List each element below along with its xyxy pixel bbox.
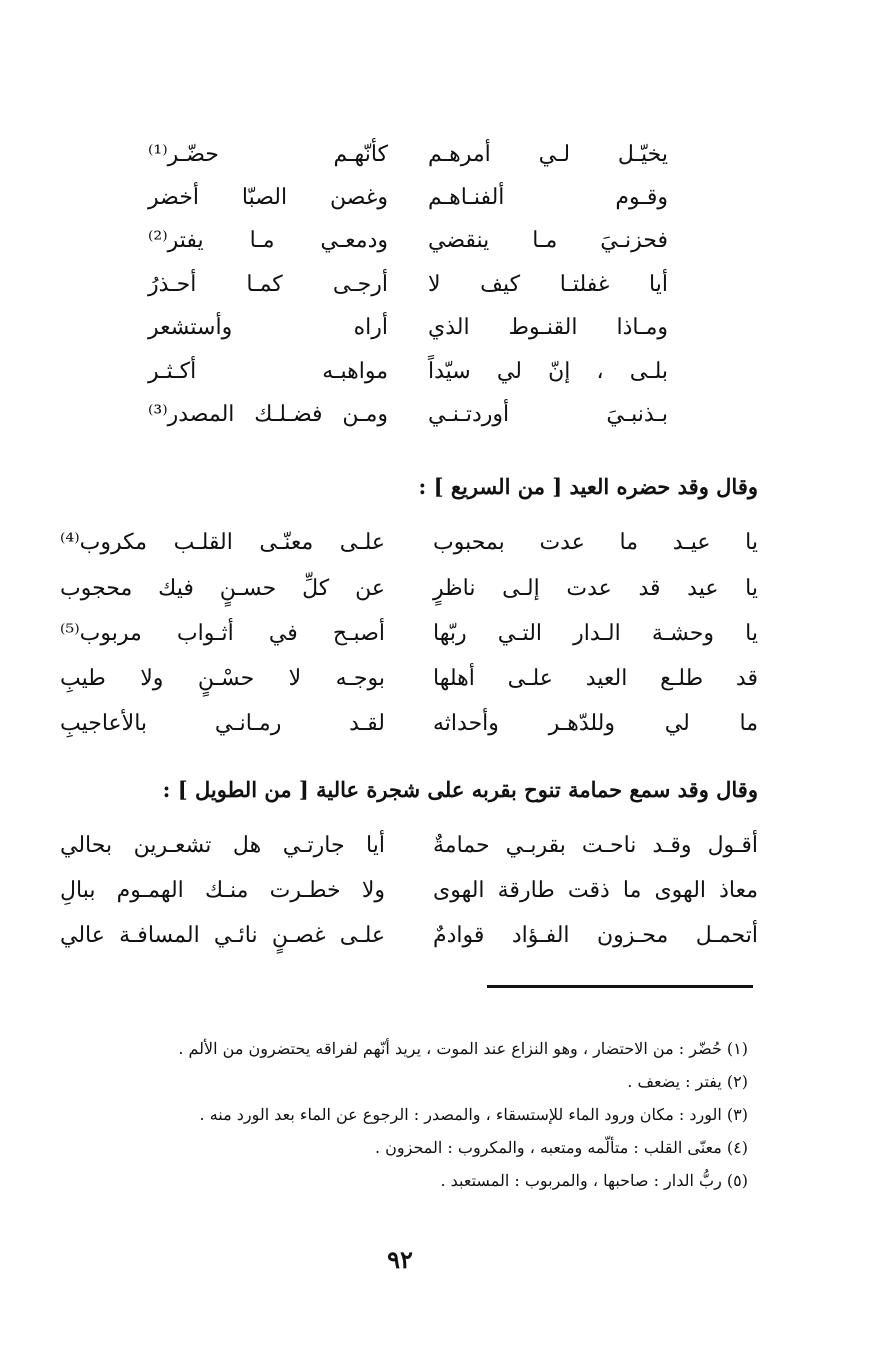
poem-3-verse-1-first: أقـول وقـد ناحـت بقربـي حمامةٌ — [433, 833, 758, 858]
poem-3-verse-2-second: ولا خطـرت منـك الهمـوم ببالِ — [60, 878, 385, 903]
poem-2-verse-4-first: قد طلـع العيد علـى أهلها — [433, 666, 758, 691]
footnote-3: (٣) الورد : مكان ورود الماء للإستسقاء ، والمصدر : الرجوع عن الماء بعد الورد منه . — [199, 1105, 748, 1124]
poem-3-verse-1-second: أيا جارتـي هل تشعـرين بحالي — [60, 833, 385, 858]
poem-1-verse-2-second: وغصن الصبّا أخضر — [148, 185, 388, 210]
poem-1-verse-3-second: ودمعـي مـا يفتر⁽²⁾ — [148, 228, 388, 253]
poem-2-verse-5-second: لقـد رمـانـي بالأعاجيبِ — [60, 711, 385, 736]
poem-1-verse-2-first: وقـوم ألفنـاهـم — [428, 185, 668, 210]
poem-2-verse-3-first: يا وحشـة الـدار التـي ربّها — [433, 621, 758, 646]
poem-1-verse-1-first: يخيّـل لـي أمرهـم — [428, 142, 668, 167]
footnote-2: (٢) يفتر : يضعف . — [627, 1072, 748, 1091]
footnote-4: (٤) معنّى القلب : متألّمه ومتعبه ، والمكروب : المحزون . — [374, 1138, 748, 1157]
poem-2-verse-1-second: علـى معنّـى القلـب مكروب⁽⁴⁾ — [60, 530, 385, 555]
poem-2-verse-2-first: يا عيد قد عدت إلـى ناظرٍ — [433, 576, 758, 601]
poem-3-verse-3-second: علـى غصـنٍ نائـي المسافـة عالي — [60, 923, 385, 948]
poem-3-verse-2-first: معاذ الهوى ما ذقت طارقة الهوى — [433, 878, 758, 903]
poem-2-verse-1-first: يا عيـد ما عدت بمحبوب — [433, 530, 758, 555]
page-number: ٩٢ — [387, 1245, 413, 1274]
poem-1-verse-5-first: ومـاذا القنـوط الذي — [428, 315, 668, 340]
footnote-1: (١) حُضّر : من الاحتضار ، وهو النزاع عند الموت ، يريد أنّهم لفراقه يحتضرون من الألم . — [178, 1039, 748, 1058]
poem-2-verse-5-first: ما لي وللدّهـر وأحداثه — [433, 711, 758, 736]
poem-1-verse-5-second: أراه وأستشعر — [148, 315, 388, 340]
section-heading-eid: وقال وقد حضره العيد [ من السريع ] : — [418, 474, 758, 499]
poem-1-verse-7-first: بـذنبـيَ أوردتـنـي — [428, 402, 668, 427]
poem-2-verse-4-second: بوجـه لا حسْـنٍ ولا طيبِ — [60, 666, 385, 691]
poem-3-verse-3-first: أتحمـل محـزون الفـؤاد قوادمٌ — [433, 923, 758, 948]
poem-1-verse-6-first: بلـى ، إنّ لي سيّداً — [428, 359, 668, 384]
poem-1-verse-4-first: أيا غفلتـا كيف لا — [428, 272, 668, 297]
poem-2-verse-3-second: أصبـح في أثـواب مربوب⁽⁵⁾ — [60, 621, 385, 646]
poem-1-verse-6-second: مواهبـه أكـثـر — [148, 359, 388, 384]
footnote-5: (٥) ربُّ الدار : صاحبها ، والمربوب : المستعبد . — [440, 1171, 748, 1190]
poem-1-verse-3-first: فحزنـيَ مـا ينقضي — [428, 228, 668, 253]
footnote-separator — [487, 985, 753, 988]
poem-1-verse-7-second: ومـن فضـلـك المصدر⁽³⁾ — [148, 402, 388, 427]
section-heading-dove: وقال وقد سمع حمامة تنوح بقربه على شجرة عالية [ من الطويل ] : — [162, 777, 758, 802]
poem-1-verse-1-second: كأنّهـم حضّـر⁽¹⁾ — [148, 142, 388, 167]
poem-1-verse-4-second: أرجـى كمـا أحـذرُ — [148, 272, 388, 297]
poem-2-verse-2-second: عن كلِّ حسـنٍ فيك محجوب — [60, 576, 385, 601]
